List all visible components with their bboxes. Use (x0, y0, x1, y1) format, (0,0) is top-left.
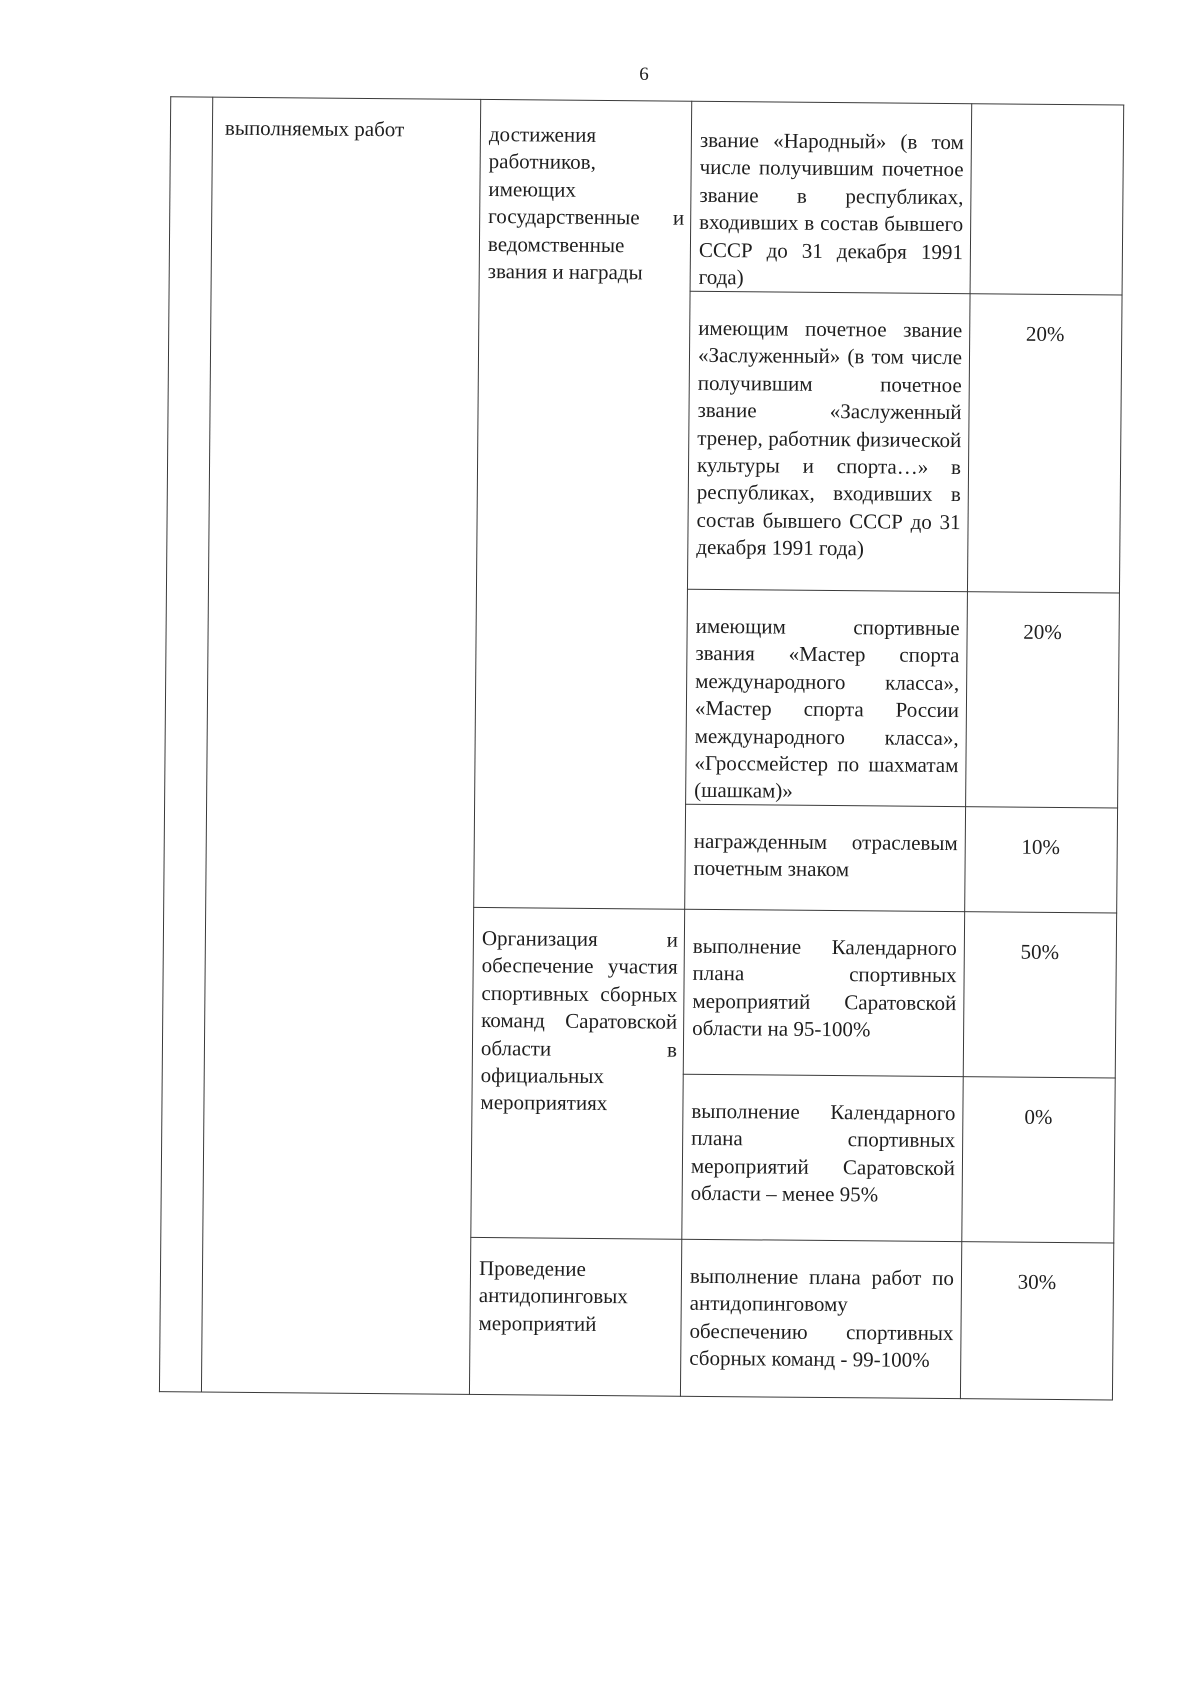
group-divider (470, 1237, 1114, 1244)
criterion-cell: выполнение Календарного плана спортивных мероприятий Саратовской области – менее 95% (690, 1098, 956, 1207)
column-divider-2 (469, 99, 482, 1395)
value-cell: 20% (1023, 619, 1062, 645)
table-left-border (159, 96, 172, 1392)
column-divider-4 (960, 103, 973, 1399)
value-cell: 30% (1017, 1269, 1057, 1295)
criterion-cell: выполнение Календарного плана спортивных мероприятий Саратовской области на 95-100% (692, 933, 957, 1042)
work-type-cell: выполняемых работ (224, 115, 405, 142)
column-divider-1 (201, 97, 214, 1393)
table-bottom-border (159, 1391, 1113, 1401)
value-cell (971, 131, 1123, 132)
group-antidoping-cell: Проведение антидопинговых мероприятий (478, 1255, 628, 1336)
group-awards-cell: достижения работников, имеющих государственные и ведомственные звания и награды (487, 122, 685, 285)
value-cell: 20% (1025, 321, 1065, 347)
page-number: 6 (639, 64, 649, 85)
group-divider (473, 907, 1117, 914)
table-top-border (170, 96, 1124, 106)
row-divider (687, 589, 1120, 594)
row-divider (683, 1074, 1116, 1079)
value-cell: 10% (1021, 834, 1061, 860)
criterion-cell: имеющим спортивные звания «Мастер спорта международного класса», «Мастер спорта России международного класса», «Гроссмейстер по шахматам (шашкам)» (694, 613, 960, 804)
value-cell: 0% (1024, 1104, 1053, 1129)
criterion-cell: выполнение плана работ по антидопинговому обеспечению спортивных сборных команд - 99-100% (689, 1263, 955, 1373)
group-competitions-cell: Организация и обеспечение участия спортивных сборных команд Саратовской области в официальных мероприятиях (480, 925, 679, 1116)
value-cell: 50% (1020, 939, 1060, 965)
criterion-cell: имеющим почетное звание «Заслуженный» (в том числе получившим почетное звание «Заслуженный тренер, работник физической культуры и спорта…» в республиках, входивших в состав бывшего СССР до 31 декабря 1991 года) (696, 315, 963, 561)
table-right-border (1112, 105, 1125, 1401)
criterion-cell: награжденным отраслевым почетным знаком (693, 828, 958, 882)
criterion-cell: звание «Народный» (в том числе получившим почетное звание в республиках, входивших в состав бывшего СССР до 31 декабря 1991 года) (698, 127, 964, 290)
